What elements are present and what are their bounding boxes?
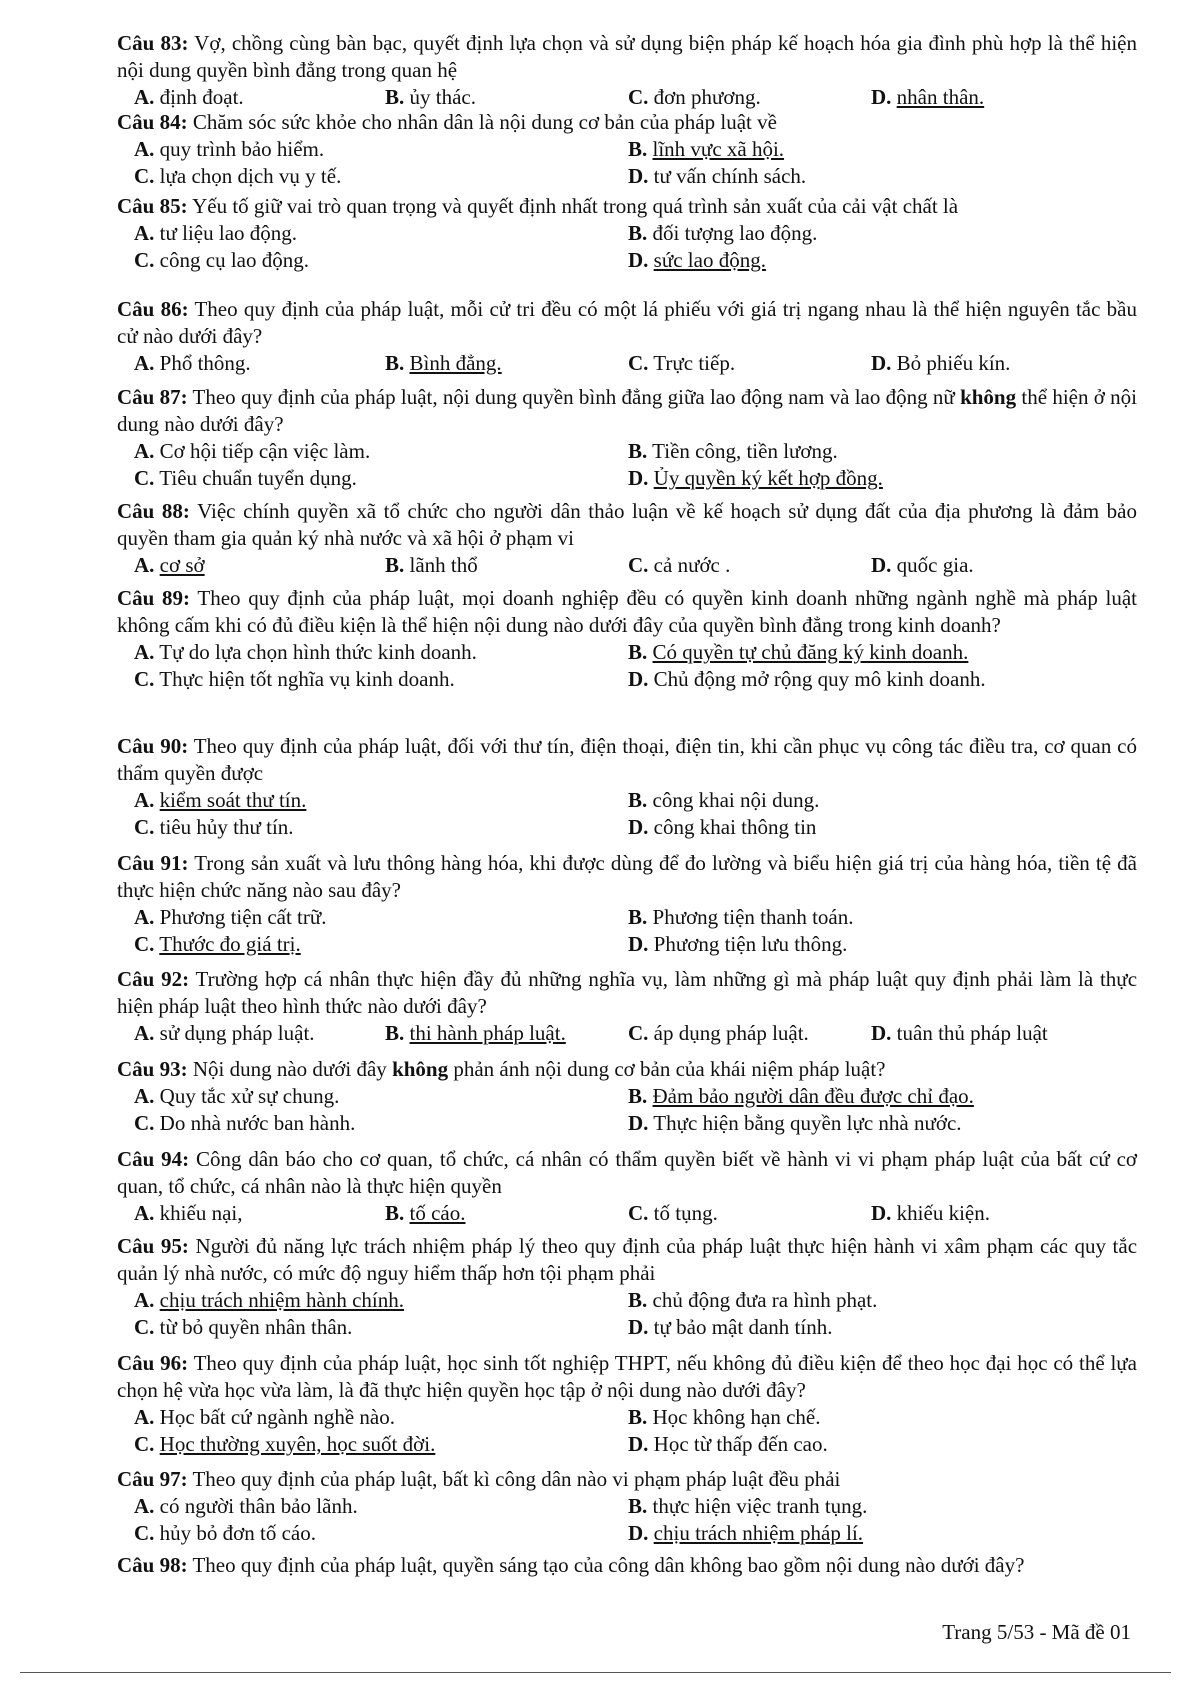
question-84 <box>117 109 1137 190</box>
option-a[interactable]: A. cơ sở <box>134 553 205 577</box>
option-a[interactable]: A. có người thân bảo lãnh. <box>134 1494 358 1518</box>
question-93 <box>117 1056 1137 1137</box>
question-stem <box>117 1146 1137 1200</box>
question-94 <box>117 1146 1137 1227</box>
question-number: Câu 92: <box>117 967 190 991</box>
options-row <box>117 465 1137 492</box>
question-stem <box>117 850 1137 904</box>
option-b[interactable]: B. Tiền công, tiền lương. <box>628 439 838 463</box>
options-row <box>117 666 1137 693</box>
option-c[interactable]: C. Thực hiện tốt nghĩa vụ kinh doanh. <box>134 667 455 691</box>
question-number: Câu 98: <box>117 1553 188 1577</box>
options-row <box>117 84 1137 111</box>
option-d[interactable]: D. quốc gia. <box>871 553 974 577</box>
option-a[interactable]: A. chịu trách nhiệm hành chính. <box>134 1288 405 1312</box>
options-row <box>117 904 1137 931</box>
question-stem <box>117 296 1137 350</box>
question-85 <box>117 193 1137 274</box>
option-c[interactable]: C. tiêu hủy thư tín. <box>134 815 294 839</box>
option-a[interactable]: A. tư liệu lao động. <box>134 221 298 245</box>
question-number: Câu 83: <box>117 31 189 55</box>
question-text: Việc chính quyền xã tổ chức cho người dân thảo luận về kế hoạch sử dụng đất của địa phương là đảm bảo quyền tham gia quản ký nhà nước và xã hội ở phạm vi <box>117 499 1138 550</box>
option-c[interactable]: C. đơn phương. <box>628 85 761 109</box>
question-text: Trường hợp cá nhân thực hiện đầy đủ những nghĩa vụ, làm những gì mà pháp luật quy định phải làm là thực hiện pháp luật theo hình thức nào dưới đây? <box>117 967 1138 1018</box>
question-number: Câu 91: <box>117 851 189 875</box>
options-row <box>117 639 1137 666</box>
question-stem <box>117 1233 1137 1287</box>
options-row <box>117 163 1137 190</box>
options-row <box>117 1110 1137 1137</box>
option-d[interactable]: D. tự bảo mật danh tính. <box>628 1315 833 1339</box>
question-number: Câu 95: <box>117 1234 189 1258</box>
question-text: Theo quy định của pháp luật, học sinh tốt nghiệp THPT, nếu không đủ điều kiện để theo học đại học có thể lựa chọn hệ vừa học vừa làm, là đã thực hiện quyền học tập ở nội dung nào dưới đây? <box>117 1351 1137 1402</box>
question-number: Câu 84: <box>117 110 188 134</box>
question-stem <box>117 109 1137 136</box>
options-row <box>117 552 1137 579</box>
option-b[interactable]: B. Đảm bảo người dân đều được chỉ đạo. <box>628 1084 974 1108</box>
question-text: Người đủ năng lực trách nhiệm pháp lý theo quy định của pháp luật thực hiện hành vi xâm phạm các quy tắc quản lý nhà nước, có mức độ nguy hiểm thấp hơn tội phạm phải <box>117 1234 1138 1285</box>
question-text: Theo quy định của pháp luật, mọi doanh nghiệp đều có quyền kinh doanh những ngành nghề mà pháp luật không cấm khi có đủ điều kiện là thể hiện nội dung nào dưới đây của quyền bình đẳng trong kinh doanh? <box>117 586 1138 637</box>
option-b[interactable]: B. Có quyền tự chủ đăng ký kinh doanh. <box>628 640 969 664</box>
question-stem <box>117 384 1137 438</box>
question-text: Vợ, chồng cùng bàn bạc, quyết định lựa chọn và sử dụng biện pháp kế hoạch hóa gia đình phù hợp là thể hiện nội dung quyền bình đẳng trong quan hệ <box>117 31 1137 82</box>
option-b[interactable]: B. tố cáo. <box>385 1201 466 1225</box>
option-d[interactable]: D. nhân thân. <box>871 85 985 109</box>
question-stem <box>117 498 1137 552</box>
option-a[interactable]: A. kiểm soát thư tín. <box>134 788 307 812</box>
question-87 <box>117 384 1137 492</box>
option-c[interactable]: C. Do nhà nước ban hành. <box>134 1111 356 1135</box>
question-97 <box>117 1466 1137 1547</box>
question-number: Câu 96: <box>117 1351 189 1375</box>
option-a[interactable]: A. Tự do lựa chọn hình thức kinh doanh. <box>134 640 477 664</box>
option-a[interactable]: A. Phương tiện cất trữ. <box>134 905 327 929</box>
options-row <box>117 1083 1137 1110</box>
option-a[interactable]: A. Quy tắc xử sự chung. <box>134 1084 340 1108</box>
question-stem <box>117 585 1137 639</box>
option-c[interactable]: C. áp dụng pháp luật. <box>628 1021 809 1045</box>
option-b[interactable]: B. đối tượng lao động. <box>628 221 818 245</box>
option-b[interactable]: B. thực hiện việc tranh tụng. <box>628 1494 868 1518</box>
option-d[interactable]: D. Học từ thấp đến cao. <box>628 1432 828 1456</box>
option-c[interactable]: C. Học thường xuyên, học suốt đời. <box>134 1432 436 1456</box>
option-b[interactable]: B. công khai nội dung. <box>628 788 820 812</box>
question-stem <box>117 1056 1137 1083</box>
option-c[interactable]: C. công cụ lao động. <box>134 248 309 272</box>
footer-divider <box>20 1672 1171 1673</box>
options-row <box>117 1520 1137 1547</box>
option-d[interactable]: D. Ủy quyền ký kết hợp đồng. <box>628 466 883 490</box>
option-d[interactable]: D. chịu trách nhiệm pháp lí. <box>628 1521 864 1545</box>
option-b[interactable]: B. Phương tiện thanh toán. <box>628 905 854 929</box>
option-b[interactable]: B. thi hành pháp luật. <box>385 1021 566 1045</box>
option-c[interactable]: C. lựa chọn dịch vụ y tế. <box>134 164 342 188</box>
question-text-end: thể hiện ở nội dung nào dưới đây? <box>117 385 1137 436</box>
question-89 <box>117 585 1137 693</box>
question-number: Câu 85: <box>117 194 188 218</box>
option-c[interactable]: C. tố tụng. <box>628 1201 718 1225</box>
option-d[interactable]: D. Bỏ phiếu kín. <box>871 351 1011 375</box>
question-number: Câu 90: <box>117 734 189 758</box>
option-c[interactable]: C. hủy bỏ đơn tố cáo. <box>134 1521 317 1545</box>
options-row <box>117 1314 1137 1341</box>
option-b[interactable]: B. chủ động đưa ra hình phạt. <box>628 1288 878 1312</box>
question-number: Câu 89: <box>117 586 191 610</box>
option-a[interactable]: A. Học bất cứ ngành nghề nào. <box>134 1405 395 1429</box>
question-88 <box>117 498 1137 579</box>
question-text: Theo quy định của pháp luật, mỗi cử tri đều có một lá phiếu với giá trị ngang nhau là thể hiện nguyên tắc bầu cử nào dưới đây? <box>117 297 1137 348</box>
option-d[interactable]: D. Phương tiện lưu thông. <box>628 932 848 956</box>
question-86 <box>117 296 1137 377</box>
question-number: Câu 87: <box>117 385 188 409</box>
option-a[interactable]: A. Phổ thông. <box>134 351 251 375</box>
question-90 <box>117 733 1137 841</box>
emphasis-text: không <box>392 1057 449 1081</box>
question-92 <box>117 966 1137 1047</box>
option-c[interactable]: C. Tiêu chuẩn tuyển dụng. <box>134 466 357 490</box>
option-b[interactable]: B. lĩnh vực xã hội. <box>628 137 785 161</box>
options-row <box>117 438 1137 465</box>
option-d[interactable]: D. khiếu kiện. <box>871 1201 990 1225</box>
question-text: Theo quy định của pháp luật, đối với thư tín, điện thoại, điện tin, khi cần phục vụ công tác điều tra, cơ quan có thẩm quyền được <box>117 734 1138 785</box>
question-number: Câu 94: <box>117 1147 190 1171</box>
option-d[interactable]: D. tư vấn chính sách. <box>628 164 807 188</box>
option-d[interactable]: D. Thực hiện bằng quyền lực nhà nước. <box>628 1111 962 1135</box>
option-a[interactable]: A. định đoạt. <box>134 85 244 109</box>
option-a[interactable]: A. khiếu nại, <box>134 1201 243 1225</box>
question-stem <box>117 1350 1137 1404</box>
question-91 <box>117 850 1137 958</box>
options-row <box>117 1287 1137 1314</box>
option-a[interactable]: A. quy trình bảo hiểm. <box>134 137 325 161</box>
question-number: Câu 88: <box>117 499 190 523</box>
question-text-end: phản ánh nội dung cơ bản của khái niệm pháp luật? <box>453 1057 886 1081</box>
option-a[interactable]: A. sử dụng pháp luật. <box>134 1021 315 1045</box>
options-row <box>117 787 1137 814</box>
question-number: Câu 97: <box>117 1467 188 1491</box>
question-96 <box>117 1350 1137 1458</box>
question-text: Theo quy định của pháp luật, quyền sáng tạo của công dân không bao gồm nội dung nào dưới đây? <box>192 1553 1025 1577</box>
option-c[interactable]: C. cả nước . <box>628 553 731 577</box>
question-stem <box>117 966 1137 1020</box>
question-text: Công dân báo cho cơ quan, tổ chức, cá nhân có thẩm quyền biết về hành vi vi phạm pháp luật của bất cứ cơ quan, tổ chức, cá nhân nào là thực hiện quyền <box>117 1147 1138 1198</box>
question-stem <box>117 1552 1137 1579</box>
question-83 <box>117 30 1137 111</box>
option-d[interactable]: D. sức lao động. <box>628 248 766 272</box>
options-row <box>117 136 1137 163</box>
question-98 <box>117 1552 1137 1579</box>
options-row <box>117 1493 1137 1520</box>
option-c[interactable]: C. từ bỏ quyền nhân thân. <box>134 1315 353 1339</box>
question-text: Theo quy định của pháp luật, nội dung quyền bình đẳng giữa lao động nam và lao động nữ <box>192 385 955 409</box>
option-d[interactable]: D. công khai thông tin <box>628 815 817 839</box>
options-row <box>117 247 1137 274</box>
question-number: Câu 86: <box>117 297 189 321</box>
option-d[interactable]: D. Chủ động mở rộng quy mô kinh doanh. <box>628 667 986 691</box>
options-row <box>117 1431 1137 1458</box>
option-b[interactable]: B. ủy thác. <box>385 85 476 109</box>
option-d[interactable]: D. tuân thủ pháp luật <box>871 1021 1048 1045</box>
question-text: Trong sản xuất và lưu thông hàng hóa, khi được dùng để đo lường và biểu hiện giá trị của hàng hóa, tiền tệ đã thực hiện chức năng nào sau đây? <box>117 851 1137 902</box>
option-c[interactable]: C. Trực tiếp. <box>628 351 736 375</box>
options-row <box>117 931 1137 958</box>
question-text: Nội dung nào dưới đây <box>192 1057 387 1081</box>
option-a[interactable]: A. Cơ hội tiếp cận việc làm. <box>134 439 371 463</box>
option-b[interactable]: B. Học không hạn chế. <box>628 1405 821 1429</box>
page-footer: Trang 5/53 - Mã đề 01 <box>942 1620 1131 1644</box>
options-row <box>117 814 1137 841</box>
options-row <box>117 350 1137 377</box>
question-stem <box>117 1466 1137 1493</box>
question-text: Yếu tố giữ vai trò quan trọng và quyết định nhất trong quá trình sản xuất của cải vật chất là <box>192 194 959 218</box>
question-95 <box>117 1233 1137 1341</box>
options-row <box>117 1020 1137 1047</box>
emphasis-text: không <box>960 385 1017 409</box>
question-text: Chăm sóc sức khỏe cho nhân dân là nội dung cơ bản của pháp luật về <box>192 110 777 134</box>
option-c[interactable]: C. Thước đo giá trị. <box>134 932 301 956</box>
question-text: Theo quy định của pháp luật, bất kì công dân nào vi phạm pháp luật đều phải <box>192 1467 841 1491</box>
question-number: Câu 93: <box>117 1057 188 1081</box>
question-stem <box>117 193 1137 220</box>
question-stem <box>117 30 1137 84</box>
option-b[interactable]: B. Bình đẳng. <box>385 351 502 375</box>
option-b[interactable]: B. lãnh thổ <box>385 553 478 577</box>
options-row <box>117 1404 1137 1431</box>
options-row <box>117 1200 1137 1227</box>
question-stem <box>117 733 1137 787</box>
options-row <box>117 220 1137 247</box>
